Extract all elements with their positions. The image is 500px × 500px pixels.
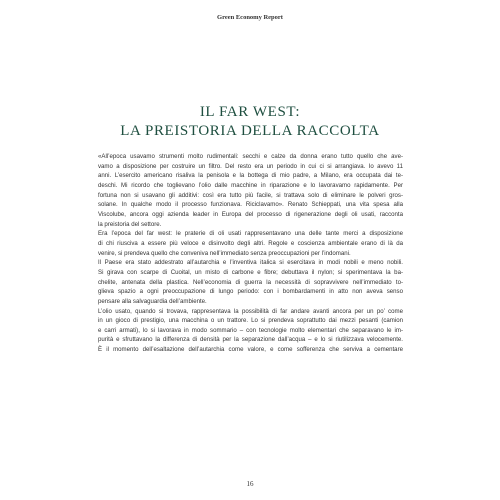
text-line: fortuna non si usavano gli additivi: così era tutto più facile, si trattava solo di eliminare le polveri gros- xyxy=(98,191,403,199)
text-line: Era l’epoca del far west: le praterie di oli usati rappresentavano una delle tante merci a disposizione xyxy=(98,230,403,238)
text-line: Si girava con scarpe di Cuoital, un misto di carbone e fibre; debuttava il nylon; si sperimentava la ba- xyxy=(98,268,403,276)
chapter-title xyxy=(60,103,440,141)
text-line: e carri armati), lo si lavorava in modo sommario – con tecnologie molto elementari che separavano le im- xyxy=(98,326,403,334)
text-line: purità e sfruttavano la differenza di densità per la separazione dall’acqua – e lo si riutilizzava velocemente. xyxy=(98,336,403,344)
text-line: chelite, antenata della plastica. Nell’economia di guerra la necessità di sopravvivere nell’immediato to- xyxy=(98,278,403,286)
page-number: 16 xyxy=(246,480,254,488)
text-line: in un gioco di prestigio, una macchina o un trattore. Lo si prendeva soprattutto dai mezzi pesanti (camion xyxy=(98,317,403,325)
text-line: deschi. Mi ricordo che toglievano l’olio dalle macchine in riparazione e lo lavoravamo rapidamente. Per xyxy=(98,181,403,189)
text-line: solane. In qualche modo il processo funzionava. Riciclavamo». Renato Schieppati, una vita spesa alla xyxy=(98,201,403,209)
text-line: di chi riusciva a essere più veloce e disinvolto degli altri. Regole e coscienza ambientale erano di là da xyxy=(98,239,403,247)
text-line: «All’epoca usavamo strumenti molto rudimentali: secchi e calze da donna erano tutto quello che ave- xyxy=(98,153,403,160)
text-line: È il momento dell’esaltazione dell’autarchia come valore, e come sofferenza che serviva a cementare xyxy=(98,346,403,354)
text-line: venire, si prendeva quello che conveniva nell’immediato senza preoccupazioni per l’indomani. xyxy=(98,249,351,257)
text-line: anni. L’esercito americano risaliva la penisola e la bottega di mio padre, a Milano, era occupata dai te- xyxy=(98,172,403,180)
text-line: Viscolube, ancora oggi azienda leader in Europa del processo di rigenerazione degli oli usati, racconta xyxy=(98,210,403,218)
text-line: L’olio usato, quando si trovava, rappresentava la possibilità di far andare avanti ancora per un po’ come xyxy=(98,307,403,315)
text-line: Il Paese era stato addestrato all’autarchia e l’inventiva italica si esercitava in modi nobili e meno nobili. xyxy=(98,259,403,267)
text-line: pensare alla salvaguardia dell’ambiente. xyxy=(98,297,207,305)
body-text xyxy=(98,152,403,355)
chapter-title-line: LA PREISTORIA DELLA RACCOLTA xyxy=(120,123,380,139)
running-head: Green Economy Report xyxy=(217,14,283,21)
text-line: vamo a disposizione per costruire un filtro. Del resto era un periodo in cui ci si arrangiava. Io avevo 11 xyxy=(98,162,403,170)
text-line: la preistoria del settore. xyxy=(98,220,162,228)
text-line: glieva spazio a ogni preoccupazione di lungo periodo: con i bombardamenti in atto non aveva senso xyxy=(98,288,403,296)
chapter-title-line: IL FAR WEST: xyxy=(199,104,301,120)
